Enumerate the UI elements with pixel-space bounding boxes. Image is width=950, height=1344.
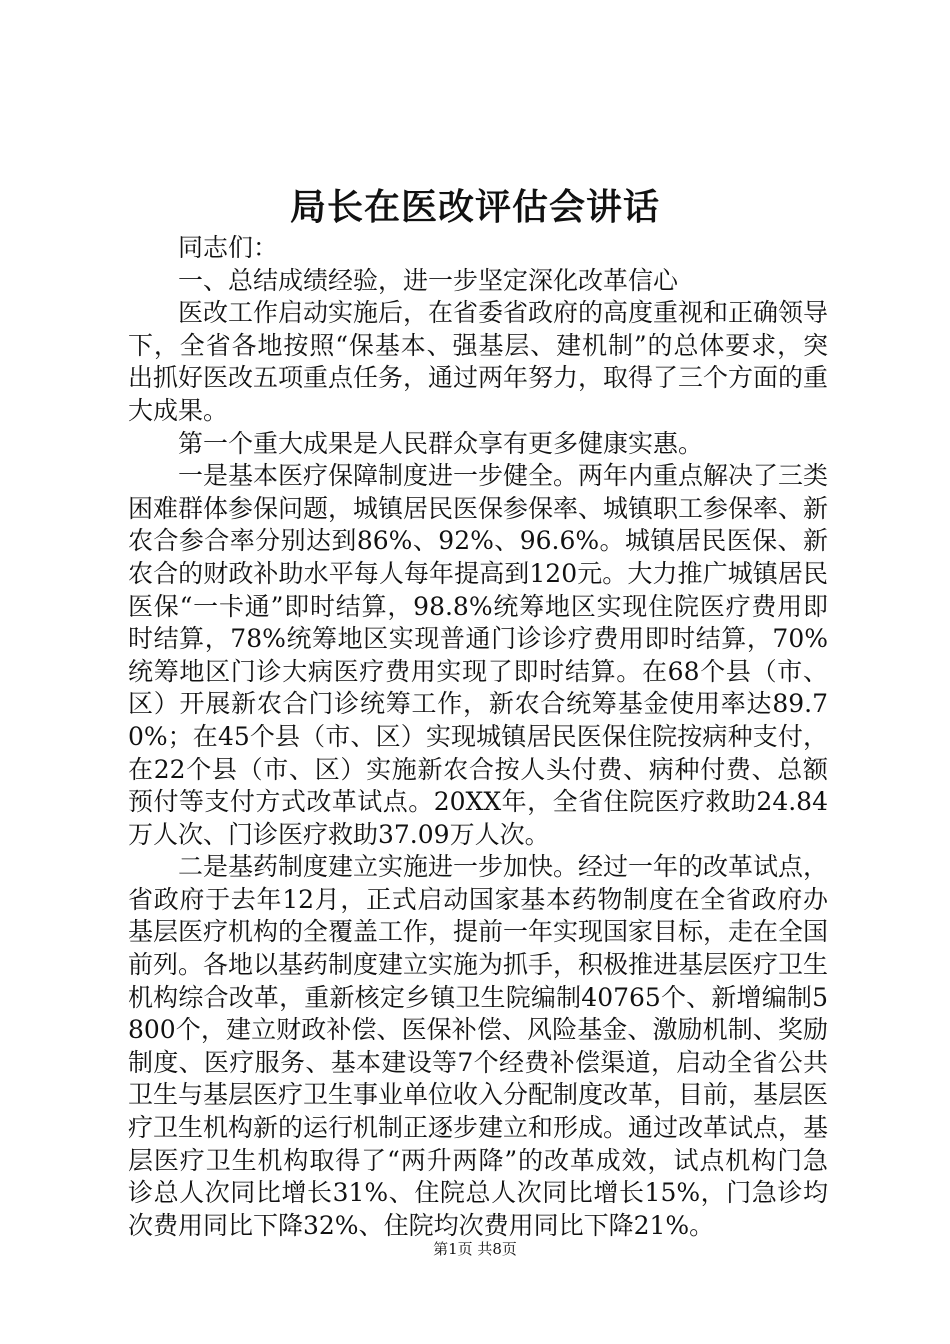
paragraph: 一是基本医疗保障制度进一步健全。两年内重点解决了三类困难群体参保问题，城镇居民医保参保率、城镇职工参保率、新农合参合率分别达到86%、92%、96.6%。城镇居民医保、新农合的财政补助水平每人每年提高到120元。大力推广城镇居民医保“一卡通”即时结算，98.8%统筹地区实现住院医疗费用即时结算，78%统筹地区实现普通门诊诊疗费用即时结算，70%统筹地区门诊大病医疗费用实现了即时结算。在68个县（市、区）开展新农合门诊统筹工作，新农合统筹基金使用率达89.70%；在45个县（市、区）实现城镇居民医保住院按病种支付，在22个县（市、区）实施新农合按人头付费、病种付费、总额预付等支付方式改革试点。20XX年，全省住院医疗救助24.84万人次、门诊医疗救助37.09万人次。	[128, 461, 829, 849]
paragraph: 医改工作启动实施后，在省委省政府的高度重视和正确领导下，全省各地按照“保基本、强基层、建机制”的总体要求，突出抓好医改五项重点任务，通过两年努力，取得了三个方面的重大成果。	[128, 298, 829, 425]
document-title: 局长在医改评估会讲话	[289, 187, 660, 228]
salutation: 同志们：	[178, 233, 279, 262]
paragraph: 二是基药制度建立实施进一步加快。经过一年的改革试点，省政府于去年12月，正式启动国家基本药物制度在全省政府办基层医疗机构的全覆盖工作，提前一年实现国家目标，走在全国前列。各地以基药制度建立实施为抓手，积极推进基层医疗卫生机构综合改革，重新核定乡镇卫生院编制40765个、新增编制5800个，建立财政补偿、医保补偿、风险基金、激励机制、奖励制度、医疗服务、基本建设等7个经费补偿渠道，启动全省公共卫生与基层医疗卫生事业单位收入分配制度改革，目前，基层医疗卫生机构新的运行机制正逐步建立和形成。通过改革试点，基层医疗卫生机构取得了“两升两降”的改革成效，试点机构门急诊总人次同比增长31%、住院总人次同比增长15%，门急诊均次费用同比下降32%、住院均次费用同比下降21%。	[128, 852, 829, 1240]
section-heading: 一、总结成绩经验，进一步坚定深化改革信心	[178, 265, 679, 295]
document-body	[128, 232, 828, 1242]
paragraph: 第一个重大成果是人民群众享有更多健康实惠。	[178, 428, 704, 458]
page-footer: 第1页 共8页	[433, 1240, 517, 1258]
